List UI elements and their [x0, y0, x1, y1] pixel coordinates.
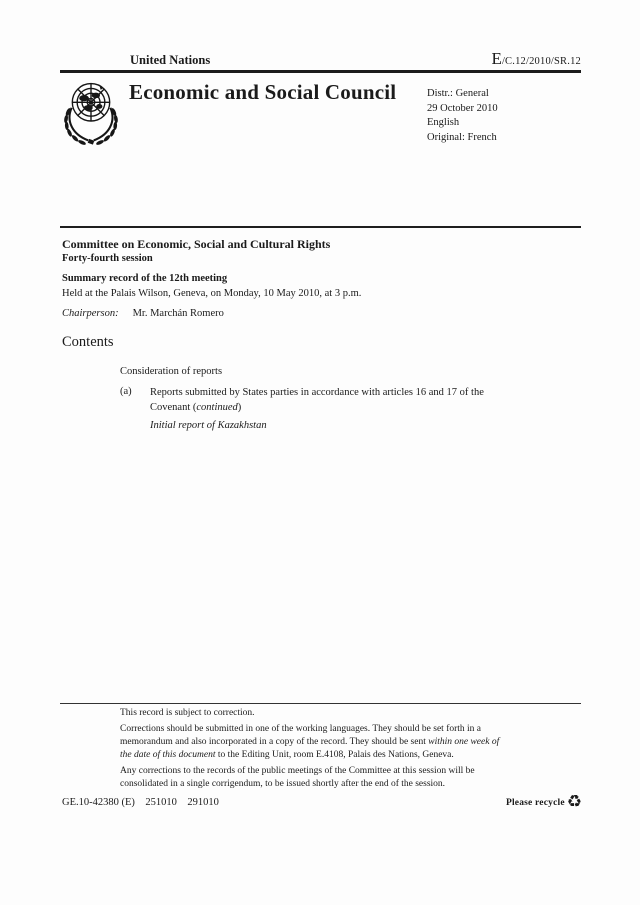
org-name: United Nations — [130, 53, 211, 67]
contents-item: Consideration of reports — [120, 366, 223, 377]
doc-symbol-series: E — [491, 49, 502, 68]
doc-symbol-number: /C.12/2010/SR.12 — [501, 56, 581, 67]
contents-heading: Contents — [62, 334, 114, 350]
distr-line: Distr.: General — [427, 88, 489, 99]
footnote-2-end: to the Editing Unit, room E.4108, Palais des Nations, Geneva. — [215, 750, 454, 760]
council-title: Economic and Social Council — [129, 80, 397, 104]
distr-block — [427, 87, 498, 145]
contents-item-a-body: Reports submitted by States parties in accordance with articles 16 and 17 of the Covenant ( — [150, 387, 484, 413]
chairperson-label: Chairperson: — [62, 308, 119, 319]
ge-number: GE.10-42380 (E) 251010 291010 — [62, 797, 219, 808]
committee-title: Committee on Economic, Social and Cultural Rights — [62, 237, 331, 251]
doc-symbol — [492, 49, 581, 69]
chairperson-name: Mr. Marchán Romero — [132, 308, 224, 319]
masthead-rule — [60, 70, 581, 73]
footnote-2-body: Corrections should be submitted in one of the working languages. They should be set forth in a memorandum and also incorporated in a copy of the record. They should be sent — [120, 724, 482, 747]
contents-item-a-sub: Initial report of Kazakhstan — [150, 420, 267, 431]
distr-line: 29 October 2010 — [427, 102, 498, 114]
session-subtitle: Forty-fourth session — [62, 253, 153, 264]
un-emblem-icon — [56, 76, 126, 148]
section-rule — [60, 226, 581, 228]
recycle-note — [506, 794, 582, 811]
recycle-label: Please recycle — [505, 797, 565, 808]
footnote-3: Any corrections to the records of the public meetings of the Committee at this session will be consolidated in a single corrigendum, to be issued shortly after the end of the session. — [120, 766, 475, 789]
record-title: Summary record of the 12th meeting — [62, 273, 228, 284]
contents-item-a-continued: continued — [196, 401, 238, 413]
footnote-1: This record is subject to correction. — [120, 708, 255, 718]
distr-line: Original: French — [427, 131, 497, 143]
contents-item-a-close: ) — [237, 401, 242, 413]
contents-item-a-label: (a) — [120, 386, 132, 397]
chairperson-line — [62, 308, 224, 319]
footnote-rule — [60, 703, 581, 704]
distr-line: English — [427, 117, 460, 128]
held-line: Held at the Palais Wilson, Geneva, on Monday, 10 May 2010, at 3 p.m. — [62, 288, 362, 299]
footnote-2-italic: within one week of the date of this document — [120, 737, 500, 760]
footnote-2 — [120, 723, 502, 762]
contents-item-a-text — [150, 386, 502, 415]
recycle-icon: ♻ — [566, 792, 582, 812]
